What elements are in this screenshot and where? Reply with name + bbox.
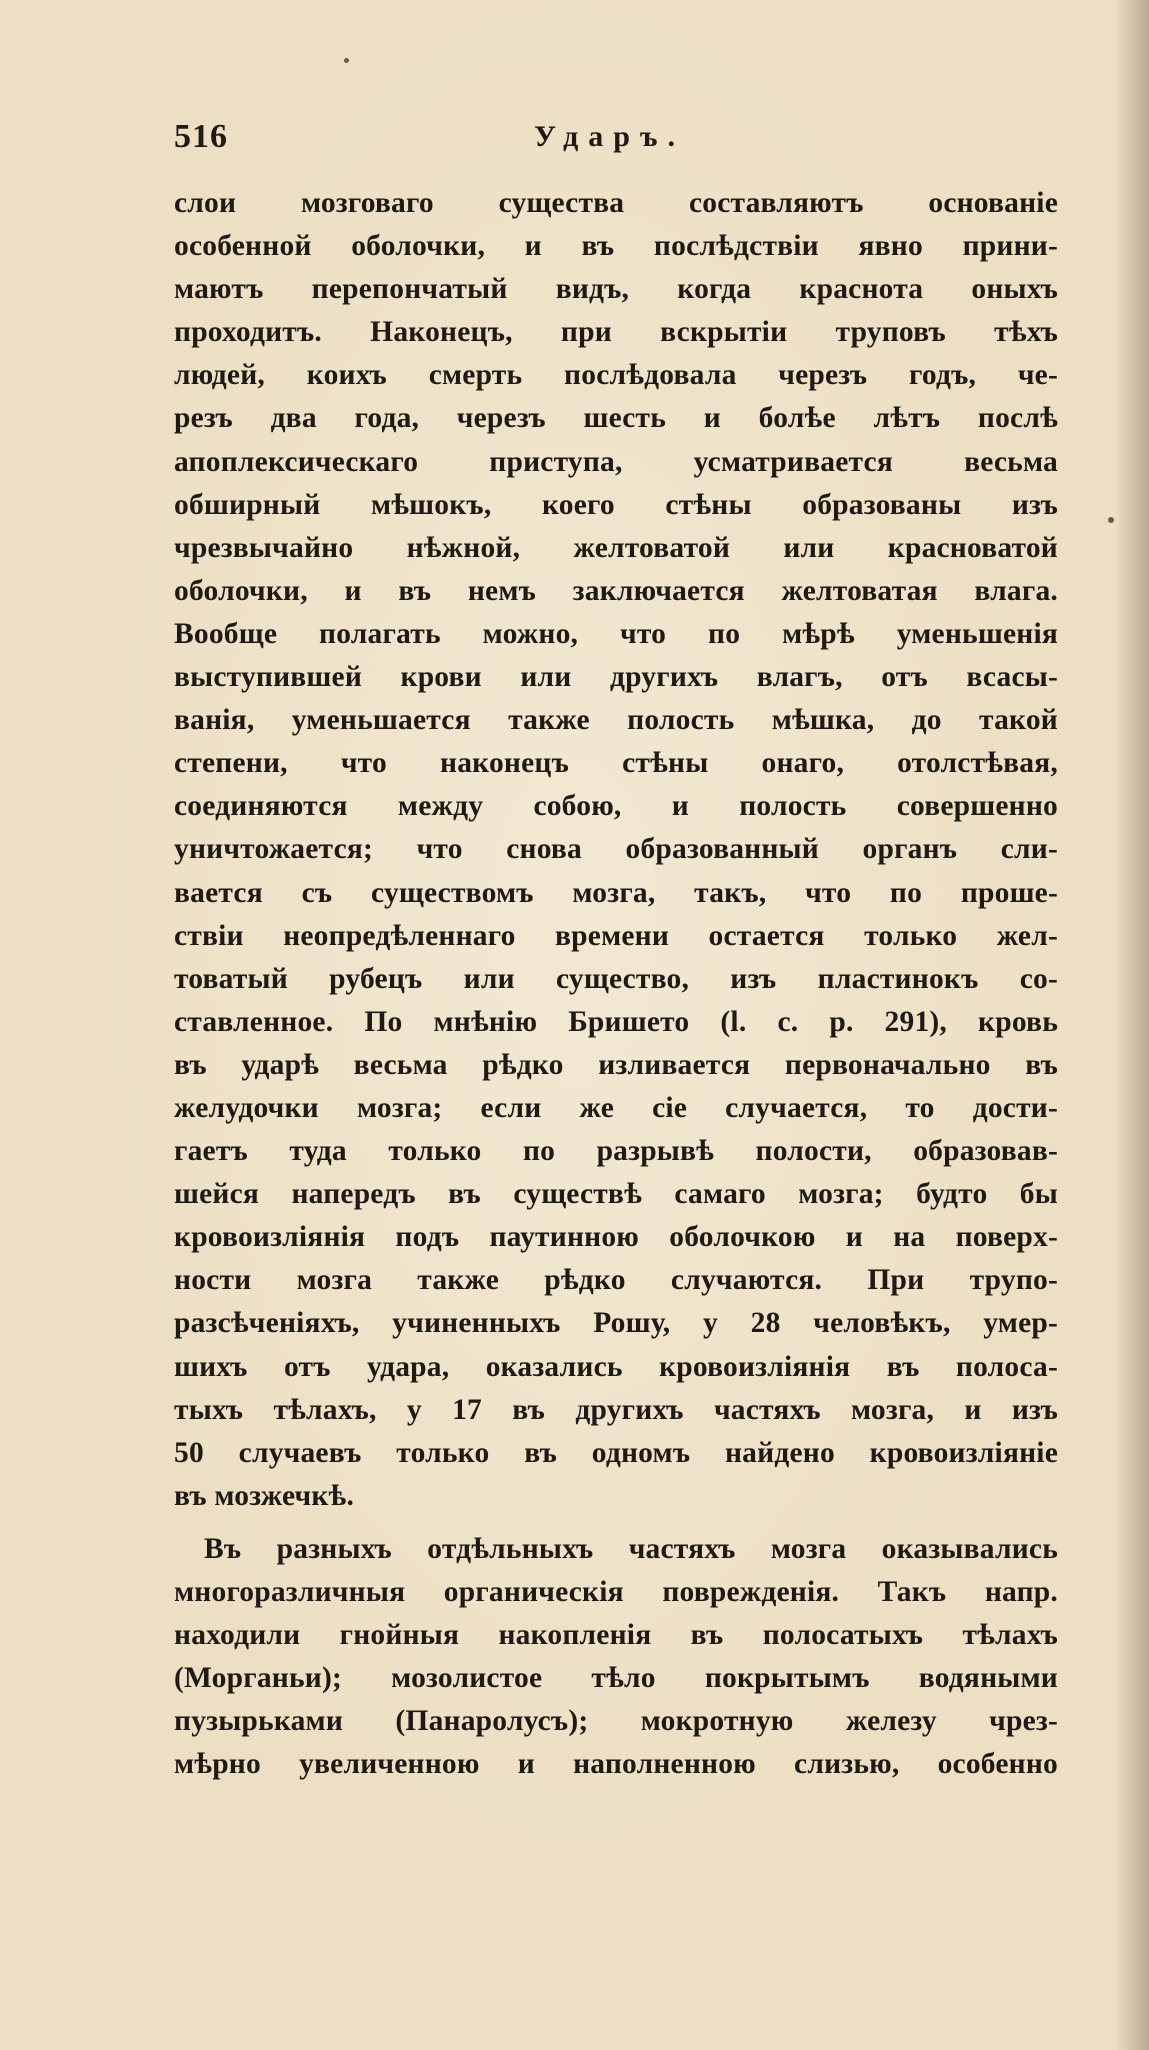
text-line: Въ разныхъ отдѣльныхъ частяхъ мозга оказывались	[204, 1532, 1058, 1565]
text-line: (Морганьи); мозолистое тѣло покрытымъ водяными	[174, 1662, 1058, 1695]
text-line: людей, коихъ смерть послѣдовала черезъ годъ, че-	[174, 359, 1058, 392]
text-line: степени, что наконецъ стѣны онаго, отолстѣвая,	[174, 747, 1058, 780]
text-line: резъ два года, черезъ шесть и болѣе лѣтъ послѣ	[174, 402, 1058, 435]
paper-speck	[1108, 517, 1114, 523]
text-line: кровоизліянія подъ паутинною оболочкою и на поверх-	[174, 1221, 1058, 1254]
text-line: маютъ перепончатый видъ, когда краснота оныхъ	[174, 273, 1058, 306]
page-number: 516	[174, 118, 228, 155]
page-gutter-shadow	[1115, 0, 1149, 2050]
text-line: ности мозга также рѣдко случаются. При трупо-	[174, 1264, 1058, 1297]
text-line: 50 случаевъ только въ одномъ найдено кровоизліяніе	[174, 1436, 1058, 1469]
text-line: апоплексическаго приступа, усматривается весьма	[174, 445, 1058, 478]
text-line: ствіи неопредѣленнаго времени остается только жел-	[174, 919, 1058, 952]
paragraph-2	[174, 1528, 1058, 1787]
running-title: Ударъ.	[534, 120, 685, 153]
text-line: выступившей крови или другихъ влагъ, отъ всасы-	[174, 661, 1058, 694]
text-line: слои мозговаго существа составляютъ основаніе	[174, 187, 1058, 219]
text-line: чрезвычайно нѣжной, желтоватой или красноватой	[174, 531, 1058, 564]
text-line: тыхъ тѣлахъ, у 17 въ другихъ частяхъ мозга, и изъ	[174, 1393, 1058, 1426]
paper-speck	[344, 58, 349, 63]
text-line: многоразличныя органическія поврежденія. Такъ напр.	[174, 1576, 1058, 1608]
text-line: гаетъ туда только по разрывѣ полости, образовав-	[174, 1135, 1058, 1168]
text-line: шихъ отъ удара, оказались кровоизліянія въ полоса-	[174, 1350, 1058, 1383]
text-line: обширный мѣшокъ, коего стѣны образованы изъ	[174, 488, 1058, 521]
text-line: въ мозжечкѣ.	[174, 1479, 355, 1512]
text-line: соединяются между собою, и полость совершенно	[174, 790, 1058, 823]
text-line: особенной оболочки, и въ послѣдствіи явно прини-	[174, 230, 1058, 263]
text-line: оболочки, и въ немъ заключается желтоватая влага.	[174, 574, 1058, 607]
paragraph-1	[174, 182, 1058, 1518]
text-line: вается съ существомъ мозга, такъ, что по проше-	[174, 876, 1058, 909]
text-line: шейся напередъ въ существѣ самаго мозга; будто бы	[174, 1178, 1058, 1211]
text-line: въ ударѣ весьма рѣдко изливается первоначально въ	[174, 1048, 1058, 1081]
text-line: разсѣченіяхъ, учиненныхъ Рошу, у 28 человѣкъ, умер-	[174, 1307, 1058, 1340]
text-line: мѣрно увеличенною и наполненною слизью, особенно	[174, 1748, 1058, 1781]
paragraph-gap	[174, 1518, 1058, 1528]
text-line: проходитъ. Наконецъ, при вскрытіи труповъ тѣхъ	[174, 316, 1058, 349]
text-line: уничтожается; что снова образованный органъ сли-	[174, 833, 1058, 866]
text-line: желудочки мозга; если же сіе случается, то дости-	[174, 1091, 1058, 1124]
text-line: товатый рубецъ или существо, изъ пластинокъ со-	[174, 962, 1058, 995]
text-line: ставленное. По мнѣнію Бришето (l. c. p. 291), кровь	[174, 1005, 1058, 1038]
text-line: ванія, уменьшается также полость мѣшка, до такой	[174, 704, 1058, 737]
page-header	[174, 118, 1054, 168]
text-line: находили гнойныя накопленія въ полосатыхъ тѣлахъ	[174, 1619, 1058, 1652]
text-line: Вообще полагать можно, что по мѣрѣ уменьшенія	[174, 617, 1058, 650]
text-line: пузырьками (Панаролусъ); мокротную железу чрез-	[174, 1705, 1058, 1738]
body-text	[174, 182, 1058, 1786]
